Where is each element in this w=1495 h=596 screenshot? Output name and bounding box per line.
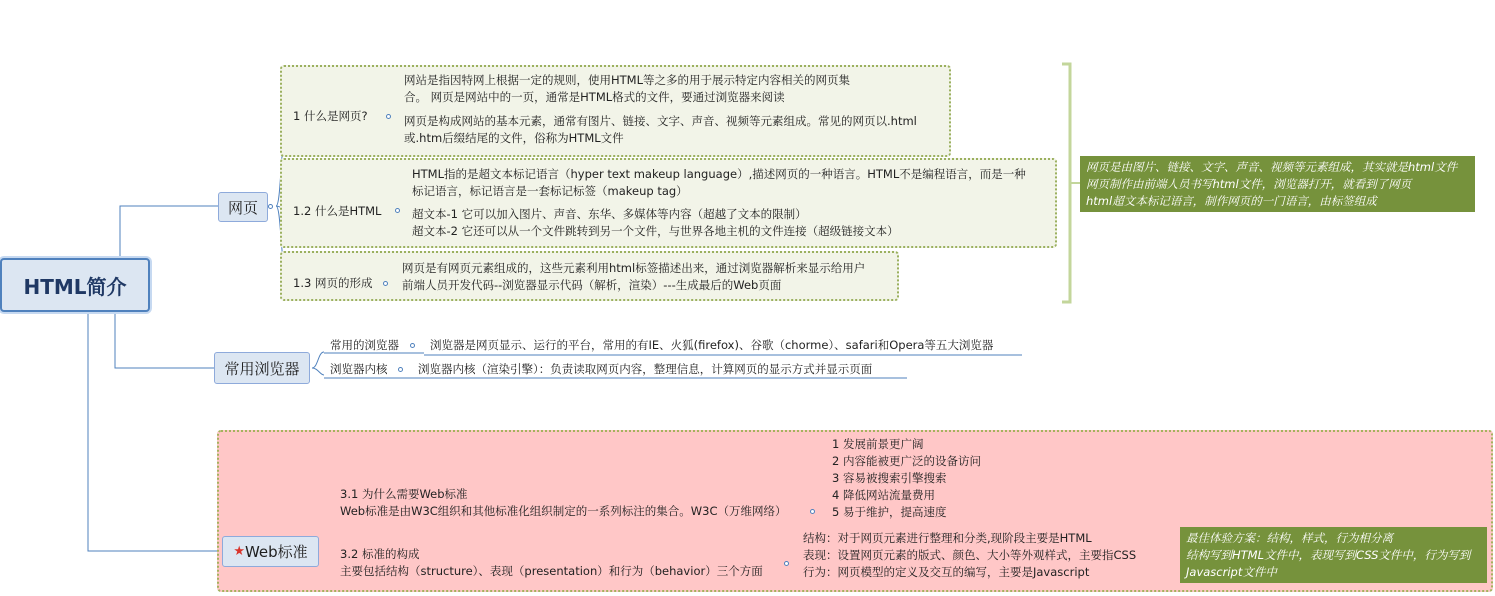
collapse-dot[interactable] xyxy=(810,509,815,514)
summary-note[interactable]: 最佳体验方案：结构，样式，行为相分离 结构写到HTML文件中，表现写到CSS文件中，行为写到 Javascript文件中 xyxy=(1180,527,1487,583)
detail-text[interactable]: 网页是构成网站的基本元素，通常有图片、链接、文字、声音、视频等元素组成。常见的网页以.html 或.htm后缀结尾的文件，俗称为HTML文件 xyxy=(404,114,917,145)
collapse-dot[interactable] xyxy=(784,561,789,566)
detail-text[interactable]: HTML指的是超文本标记语言（hyper text makeup language）,描述网页的一种语言。HTML不是编程语言，而是一种 标记语言，标记语言是一套标记标签（makeup tag） xyxy=(412,167,1026,198)
topic-web-standard[interactable]: ★ Web标准 xyxy=(222,536,319,567)
collapse-dot[interactable] xyxy=(395,208,400,213)
collapse-dot[interactable] xyxy=(386,114,391,119)
list-standard-composition[interactable]: 结构：对于网页元素进行整理和分类,现阶段主要是HTML 表现：设置网页元素的版式、颜色、大小等外观样式，主要指CSS 行为：网页模型的定义及交互的编写，主要是Javascript xyxy=(803,531,1137,579)
collapse-dot[interactable] xyxy=(410,343,415,348)
detail-text[interactable]: 网页是有网页元素组成的，这些元素利用html标签描述出来，通过浏览器解析来显示给用户 前端人员开发代码--浏览器显示代码（解析，渲染）---生成最后的Web页面 xyxy=(402,261,866,292)
collapse-dot[interactable] xyxy=(383,281,388,286)
subtopic-common-browsers[interactable]: 常用的浏览器 xyxy=(330,338,399,352)
subtopic-what-is-html[interactable]: 1.2 什么是HTML xyxy=(293,204,382,218)
summary-note[interactable]: 网页是由图片、链接、文字、声音、视频等元素组成，其实就是html文件 网页制作由前端人员书写html文件，浏览器打开，就看到了网页 html超文本标记语言，制作网页的一门语言，由标签组成 xyxy=(1080,156,1475,212)
detail-text[interactable]: 网站是指因特网上根据一定的规则，使用HTML等之多的用于展示特定内容相关的网页集 合。 网页是网站中的一页，通常是HTML格式的文件，要通过浏览器来阅读 xyxy=(404,73,850,104)
root-topic[interactable]: HTML简介 xyxy=(0,258,150,312)
subtopic-webpage-formation[interactable]: 1.3 网页的形成 xyxy=(293,276,373,290)
collapse-dot[interactable] xyxy=(398,367,403,372)
list-web-standard-reasons[interactable]: 1 发展前景更广阔 2 内容能被更广泛的设备访问 3 容易被搜索引擎搜索 4 降低网站流量费用 5 易于维护，提高速度 xyxy=(832,437,981,519)
collapse-dot[interactable] xyxy=(268,204,273,209)
subtopic-why-web-standard[interactable]: 3.1 为什么需要Web标准 Web标准是由W3C组织和其他标准化组织制定的一系列标注的集合。W3C（万维网络） xyxy=(340,487,787,518)
star-icon: ★ xyxy=(233,544,245,559)
detail-text[interactable]: 浏览器内核（渲染引擎）：负责读取网页内容，整理信息，计算网页的显示方式并显示页面 xyxy=(418,362,873,376)
subtopic-browser-engine[interactable]: 浏览器内核 xyxy=(330,362,388,376)
topic-browsers[interactable]: 常用浏览器 xyxy=(214,352,310,384)
detail-text[interactable]: 浏览器是网页显示、运行的平台，常用的有IE、火狐(firefox)、谷歌（chorme）、safari和Opera等五大浏览器 xyxy=(430,338,994,352)
subtopic-what-is-webpage[interactable]: 1 什么是网页? xyxy=(293,109,368,123)
topic-webpage[interactable]: 网页 xyxy=(218,192,268,222)
detail-text[interactable]: 超文本-1 它可以加入图片、声音、东华、多媒体等内容（超越了文本的限制） 超文本-2 它还可以从一个文件跳转到另一个文件，与世界各地主机的文件连接（超级链接文本） xyxy=(412,207,899,238)
subtopic-standard-composition[interactable]: 3.2 标准的构成 主要包括结构（structure）、表现（presentation）和行为（behavior）三个方面 xyxy=(340,547,763,578)
